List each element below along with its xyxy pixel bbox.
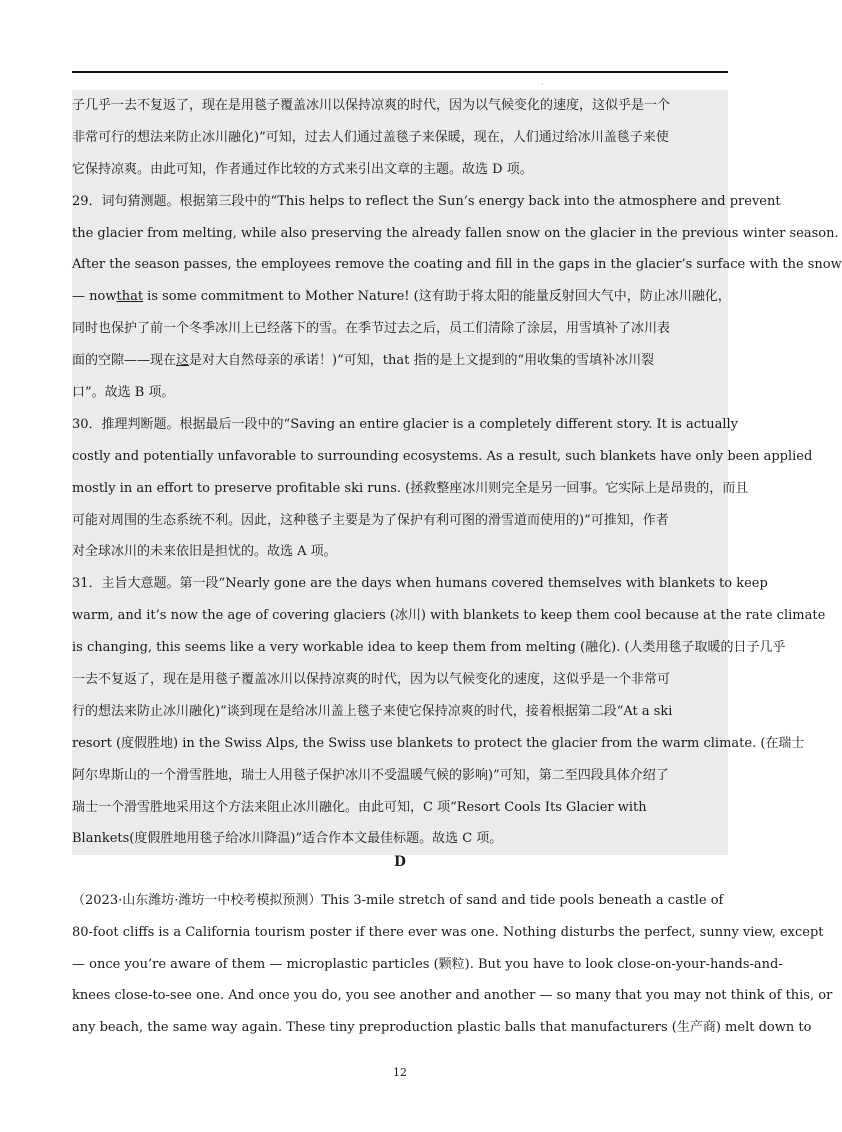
explanation-line [72,281,731,313]
explanation-line: 瑞士一个滑雪胜地采用这个方法来阻止冰川融化。由此可知，C 项“Resort Cools Its Glacier with [72,799,647,815]
section-heading: D [394,854,406,870]
line-prefix: — now [72,289,117,305]
passage-line: 80-foot cliffs is a California tourism poster if there ever was one. Nothing disturbs the perfect, sunny view, except [72,924,824,940]
explanation-line: 口”。故选 B 项。 [72,385,175,401]
underlined-word-zhe: 这 [176,353,190,369]
line-suffix: is some commitment to Mother Nature! (这有助于将太阳的能量反射回大气中，防止冰川融化， [143,289,731,305]
passage-line: any beach, the same way again. These tiny preproduction plastic balls that manufacturers (生产商) melt down to [72,1020,812,1036]
explanation-line: the glacier from melting, while also preserving the already fallen snow on the glacier in the previous winter season. [72,225,839,241]
explanation-line: 非常可行的想法来防止冰川融化)”可知，过去人们通过盖毯子来保暖，现在，人们通过给冰川盖毯子来使 [72,129,669,145]
question-31-line: 31．主旨大意题。第一段“Nearly gone are the days when humans covered themselves with blankets to keep [72,576,768,592]
question-29-line: 29．词句猜测题。根据第三段中的“This helps to reflect the Sun’s energy back into the atmosphere and prevent [72,193,781,209]
passage-line: — once you’re aware of them — microplastic particles (颗粒). But you have to look close-on-your-hands-and- [72,956,783,972]
line-prefix: 面的空隙——现在 [72,353,177,369]
page-number: 12 [393,1066,407,1079]
explanation-line: 阿尔卑斯山的一个滑雪胜地，瑞士人用毯子保护冰川不受温暖气候的影响)”可知，第二至四段具体介绍了 [72,767,669,783]
passage-line: （2023·山东潍坊·潍坊一中校考模拟预测）This 3-mile stretch of sand and tide pools beneath a castle of [72,893,724,908]
header-rule [72,71,728,73]
header-mark: · [541,80,544,89]
line-suffix: 是对大自然母亲的承诺！)”可知，that 指的是上文提到的“用收集的雪填补冰川裂 [189,353,655,369]
explanation-line: 对全球冰川的未来依旧是担忧的。故选 A 项。 [72,544,337,560]
explanation-line: 子几乎一去不复返了，现在是用毯子覆盖冰川以保持凉爽的时代，因为以气候变化的速度，这似乎是一个 [72,98,671,113]
explanation-line: Blankets(度假胜地用毯子给冰川降温)”适合作本文最佳标题。故选 C 项。 [72,831,503,847]
explanation-line: 同时也保护了前一个冬季冰川上已经落下的雪。在季节过去之后，员工们清除了涂层，用雪填补了冰川表 [72,321,671,337]
reading-passage [72,885,833,1044]
explanation-line: costly and potentially unfavorable to surrounding ecosystems. As a result, such blankets have only been applied [72,448,813,464]
question-30-line: 30．推理判断题。根据最后一段中的“Saving an entire glacier is a completely different story. It is actually [72,416,738,432]
explanation-line: is changing, this seems like a very workable idea to keep them from melting (融化). (人类用毯子取暖的日子几乎 [72,640,786,656]
explanation-line: mostly in an effort to preserve profitable ski runs. (拯救整座冰川则完全是另一回事。它实际上是昂贵的，而且 [72,480,749,496]
explanation-line: 它保持凉爽。由此可知，作者通过作比较的方式来引出文章的主题。故选 D 项。 [72,161,533,177]
explanation-line: resort (度假胜地) in the Swiss Alps, the Swiss use blankets to protect the glacier from the warm climate. (在瑞士 [72,735,805,751]
passage-line: knees close-to-see one. And once you do, you see another and another — so many that you may not think of this, or [72,988,833,1004]
explanation-line: warm, and it’s now the age of covering glaciers (冰川) with blankets to keep them cool because at the rate climate [72,608,826,624]
underlined-word-that: that [116,289,144,305]
answer-explanation-block [72,90,842,855]
explanation-line: 行的想法来防止冰川融化)”谈到现在是给冰川盖上毯子来使它保持凉爽的时代，接着根据第二段“At a ski [72,703,673,719]
explanation-line: After the season passes, the employees remove the coating and fill in the gaps in the glacier’s surface with the snow [72,257,842,273]
explanation-line: 一去不复返了，现在是用毯子覆盖冰川以保持凉爽的时代，因为以气候变化的速度，这似乎是一个非常可 [72,672,671,688]
explanation-line: 可能对周围的生态系统不利。因此，这种毯子主要是为了保护有利可图的滑雪道而使用的)”可推知，作者 [72,512,669,528]
explanation-line [72,345,728,377]
